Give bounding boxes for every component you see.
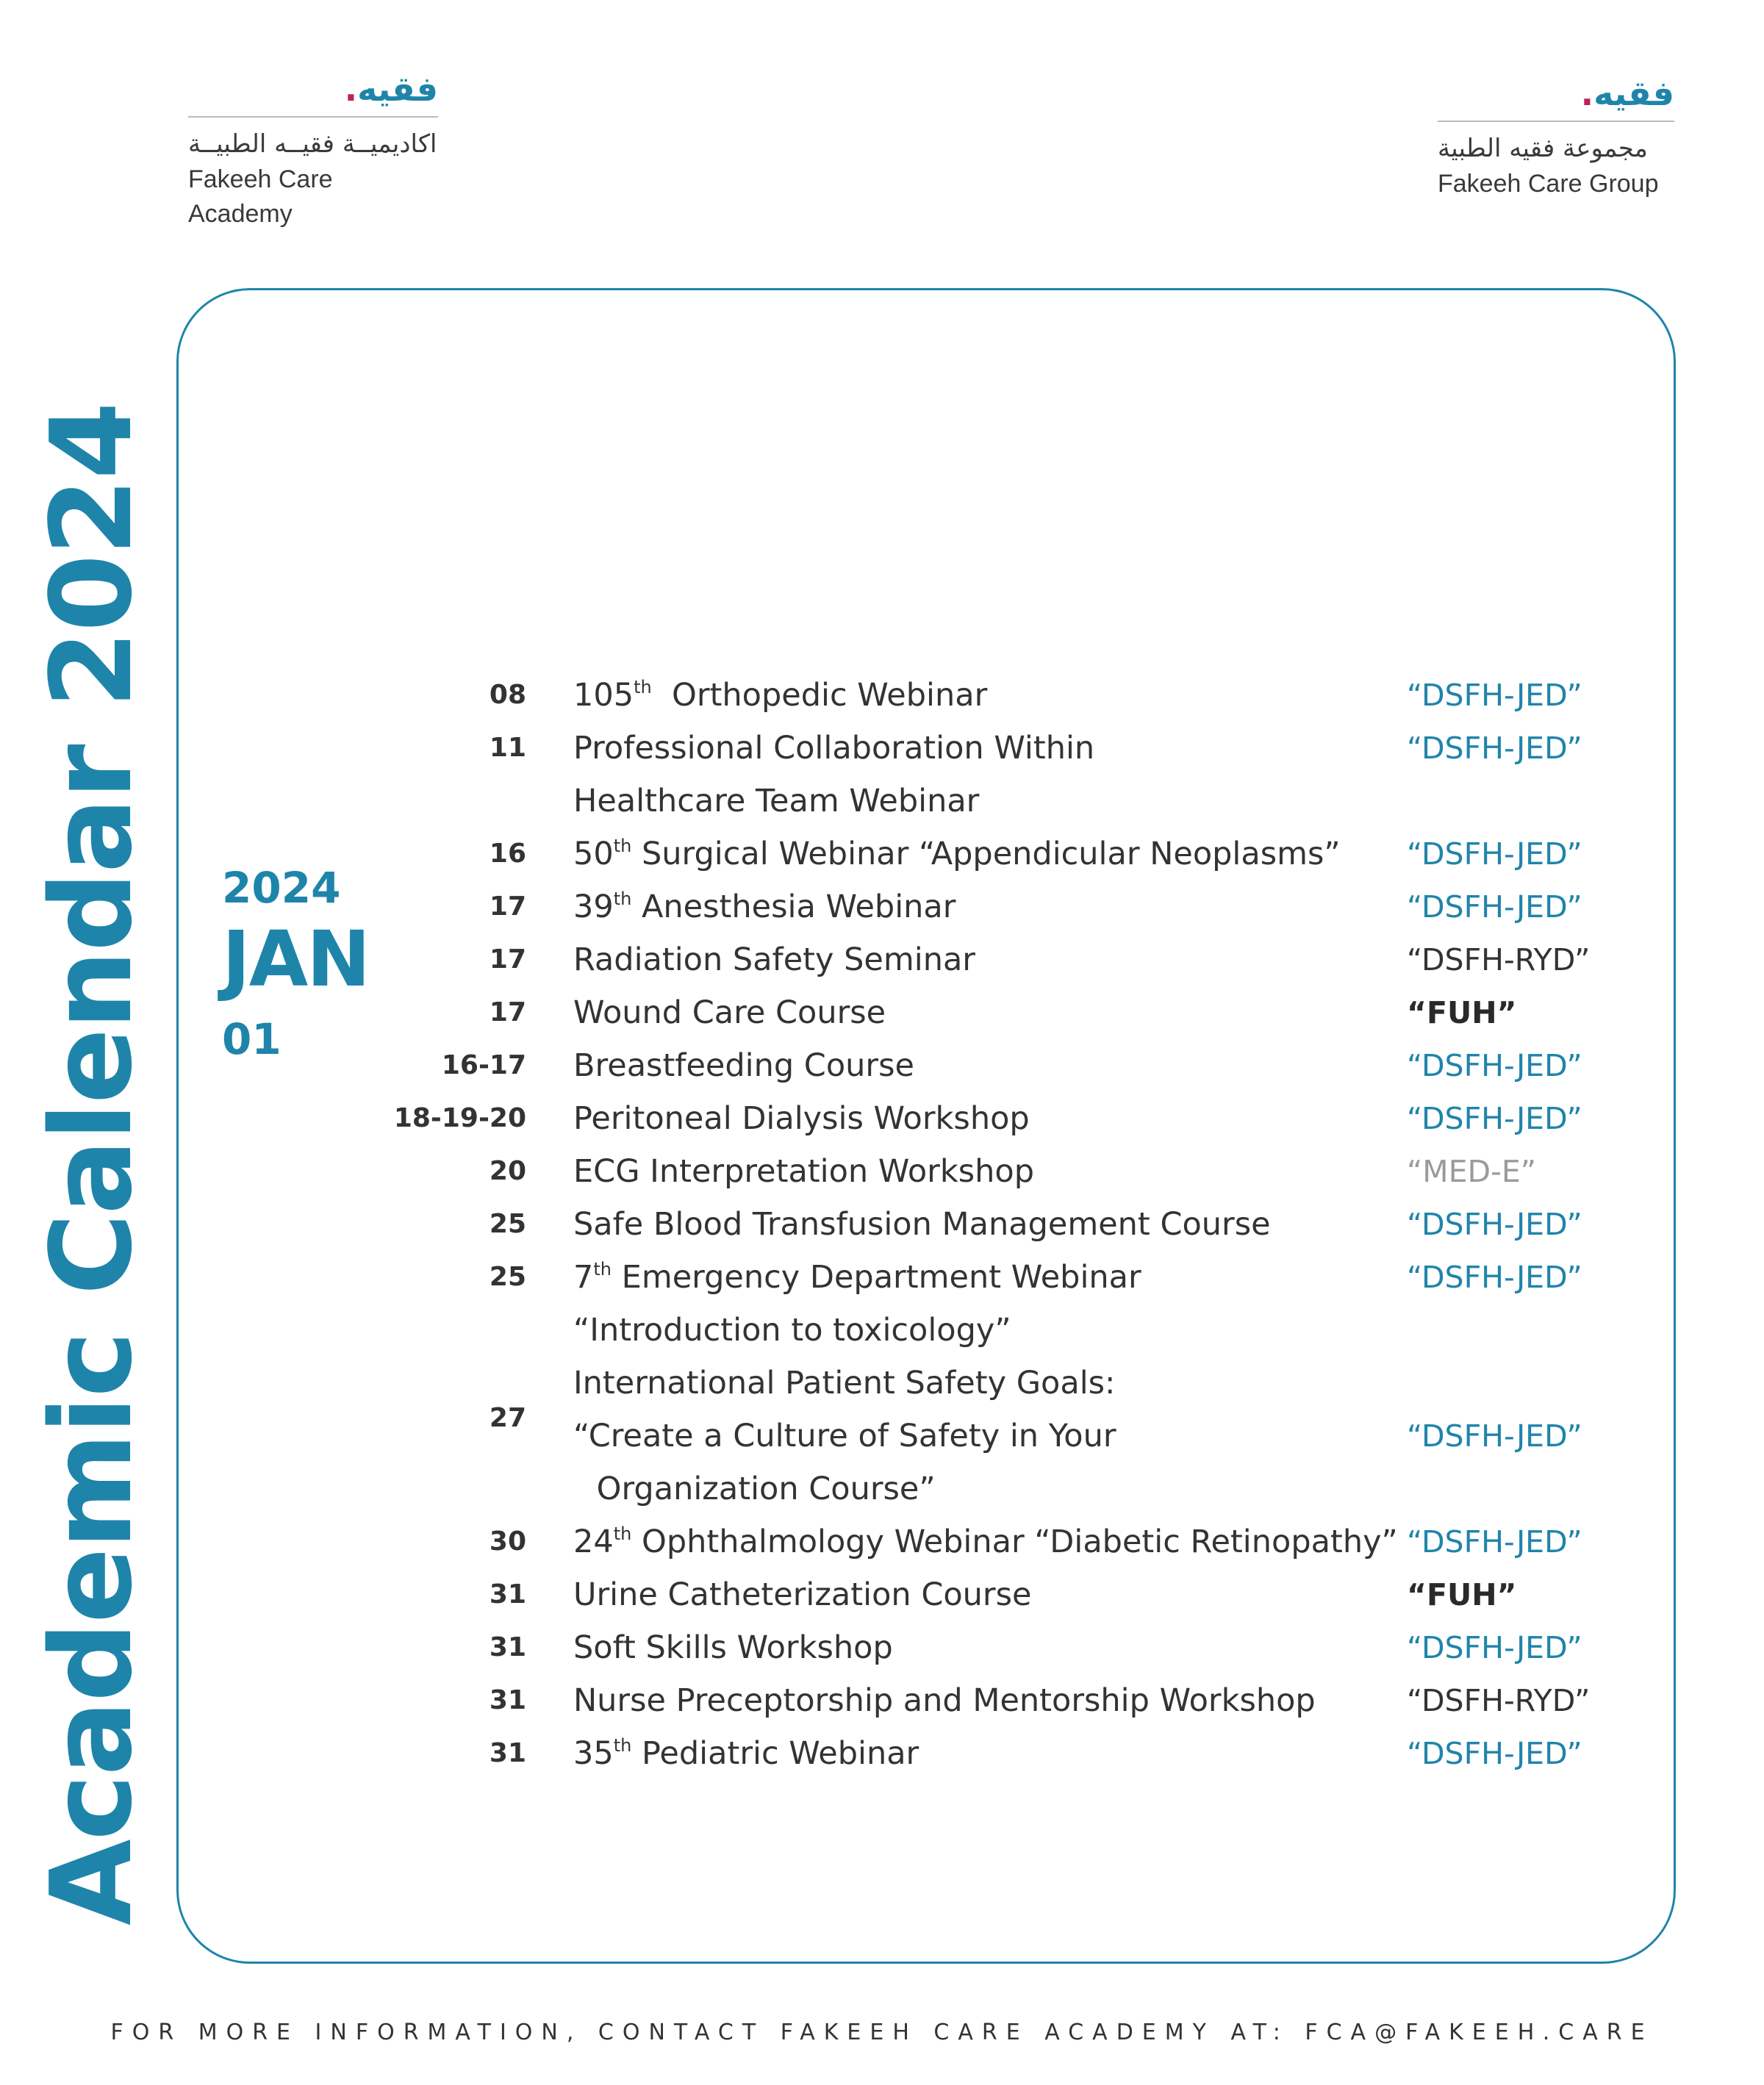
event-title-line: Soft Skills Workshop [573, 1629, 893, 1666]
event-date: 16-17 [441, 1050, 526, 1080]
academy-name-english: Fakeeh Care Academy [188, 165, 333, 229]
event-row [0, 1515, 1764, 1568]
academy-logo-divider [188, 116, 438, 118]
event-title-line: “Introduction to toxicology” [573, 1312, 1011, 1349]
event-date: 31 [489, 1632, 526, 1662]
event-title-line: Peritoneal Dialysis Workshop [573, 1100, 1030, 1137]
ordinal-number: 24 [573, 1524, 614, 1560]
event-location: “DSFH-RYD” [1407, 1683, 1591, 1718]
event-title-line: Organization Course” [587, 1471, 936, 1507]
ordinal-suffix: th [613, 889, 632, 909]
event-location: “FUH” [1407, 995, 1517, 1030]
event-row [0, 669, 1764, 722]
contact-footer: FOR MORE INFORMATION, CONTACT FAKEEH CARE ACADEMY AT: FCA@FAKEEH.CARE [110, 2020, 1654, 2045]
event-date: 08 [489, 680, 526, 710]
event-location: “DSFH-JED” [1407, 1101, 1582, 1136]
event-title-text: Anesthesia Webinar [631, 889, 956, 925]
event-location: “DSFH-JED” [1407, 1260, 1582, 1295]
event-title-line: Breastfeeding Course [573, 1047, 914, 1084]
event-title-line [573, 1727, 1389, 1780]
event-title [573, 933, 1389, 986]
event-location: “DSFH-JED” [1407, 1630, 1582, 1665]
event-title [573, 1568, 1389, 1621]
group-logo [1438, 73, 1674, 201]
event-title [573, 986, 1389, 1039]
event-title-line: Professional Collaboration Within [573, 730, 1095, 767]
event-title [573, 1674, 1389, 1727]
event-row [0, 880, 1764, 933]
event-title [573, 669, 1389, 722]
event-title [573, 1145, 1389, 1198]
event-location: “DSFH-RYD” [1407, 942, 1591, 977]
event-date: 17 [489, 997, 526, 1027]
academy-logo [188, 69, 438, 232]
events-list [0, 669, 1764, 1780]
event-title-line: Healthcare Team Webinar [573, 783, 980, 819]
event-title-line: Urine Catheterization Course [573, 1576, 1032, 1613]
ordinal-number: 35 [573, 1735, 614, 1772]
event-date: 25 [489, 1209, 526, 1239]
event-date: 18-19-20 [393, 1103, 526, 1133]
event-location: “DSFH-JED” [1407, 731, 1582, 766]
event-date: 16 [489, 839, 526, 869]
event-row [0, 1145, 1764, 1198]
event-row [0, 1357, 1764, 1515]
event-date: 31 [489, 1738, 526, 1768]
event-date: 11 [489, 733, 526, 763]
month-name: JAN [222, 914, 370, 1004]
event-title-text: Pediatric Webinar [631, 1735, 919, 1772]
event-date: 31 [489, 1685, 526, 1715]
event-date: 17 [489, 944, 526, 975]
event-title [573, 1198, 1389, 1251]
ordinal-suffix: th [634, 677, 652, 697]
group-name-arabic: مجموعة فقيه الطبية [1438, 134, 1648, 163]
event-title [573, 1357, 1389, 1515]
event-row [0, 933, 1764, 986]
event-title-text: Orthopedic Webinar [651, 677, 988, 714]
event-row [0, 1727, 1764, 1780]
ordinal-number: 39 [573, 889, 614, 925]
event-title-line: Wound Care Course [573, 994, 886, 1031]
event-title-line [573, 669, 1389, 722]
event-row [0, 1251, 1764, 1357]
event-title-line [573, 1515, 1398, 1568]
event-row [0, 1039, 1764, 1092]
event-row [0, 1674, 1764, 1727]
event-row [0, 722, 1764, 828]
month-number: 01 [222, 1014, 282, 1064]
event-location: “MED-E” [1407, 1154, 1537, 1189]
event-location: “DSFH-JED” [1407, 678, 1582, 713]
ordinal-suffix: th [613, 836, 632, 856]
group-logo-divider [1438, 121, 1674, 122]
event-location: “DSFH-JED” [1407, 1736, 1582, 1771]
event-title-line: “Create a Culture of Safety in Your [573, 1418, 1116, 1454]
event-date: 25 [489, 1262, 526, 1292]
event-row [0, 828, 1764, 880]
event-row [0, 1621, 1764, 1674]
calendar-vertical-title: Academic Calendar 2024 [26, 403, 157, 1926]
event-title [573, 828, 1389, 880]
event-title-line: International Patient Safety Goals: [573, 1365, 1116, 1402]
event-title [573, 1727, 1389, 1780]
event-title-text: Ophthalmology Webinar “Diabetic Retinopathy” [631, 1524, 1398, 1560]
event-title [573, 1621, 1389, 1674]
group-logo-mark: فقيه. [1580, 73, 1674, 113]
event-date: 17 [489, 891, 526, 922]
ordinal-suffix: th [613, 1524, 632, 1544]
event-title [573, 722, 1389, 828]
ordinal-number: 7 [573, 1259, 594, 1296]
event-title [573, 1515, 1398, 1568]
event-title-line: Radiation Safety Seminar [573, 941, 975, 978]
event-title-text: Emergency Department Webinar [611, 1259, 1141, 1296]
event-title-line [573, 880, 1389, 933]
event-title-line: Safe Blood Transfusion Management Course [573, 1206, 1271, 1243]
event-location: “DSFH-JED” [1407, 1048, 1582, 1083]
event-title-line: ECG Interpretation Workshop [573, 1153, 1034, 1190]
event-title [573, 1092, 1389, 1145]
event-location: “DSFH-JED” [1407, 889, 1582, 925]
ordinal-suffix: th [593, 1259, 612, 1280]
ordinal-number: 50 [573, 836, 614, 872]
event-location: “DSFH-JED” [1407, 836, 1582, 872]
event-date: 20 [489, 1156, 526, 1186]
event-title-line [573, 1251, 1389, 1304]
event-title [573, 1251, 1389, 1357]
event-row [0, 1568, 1764, 1621]
event-row [0, 986, 1764, 1039]
event-title-text: Surgical Webinar “Appendicular Neoplasms” [631, 836, 1341, 872]
event-date: 30 [489, 1526, 526, 1557]
event-title [573, 880, 1389, 933]
event-row [0, 1092, 1764, 1145]
event-location: “DSFH-JED” [1407, 1524, 1582, 1560]
event-location: “DSFH-JED” [1407, 1207, 1582, 1242]
academy-logo-mark: فقيه. [344, 69, 438, 109]
month-year: 2024 [222, 863, 341, 913]
group-name-english: Fakeeh Care Group [1438, 169, 1659, 198]
event-title [573, 1039, 1389, 1092]
event-date: 31 [489, 1579, 526, 1609]
event-row [0, 1198, 1764, 1251]
event-location: “FUH” [1407, 1577, 1517, 1612]
event-location: “DSFH-JED” [1407, 1418, 1582, 1454]
ordinal-suffix: th [613, 1735, 632, 1756]
academy-name-arabic: اكاديميــة فقيــه الطبيــة [188, 129, 437, 159]
ordinal-number: 105 [573, 677, 634, 714]
event-title-line: Nurse Preceptorship and Mentorship Workshop [573, 1682, 1316, 1719]
event-title-line [573, 828, 1389, 880]
event-date: 27 [489, 1403, 526, 1433]
